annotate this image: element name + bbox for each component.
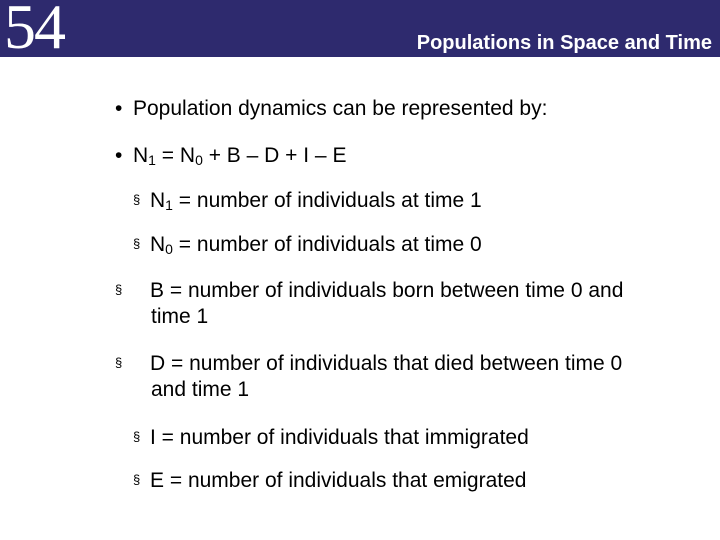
definition-n0-text: = number of individuals at time 0 xyxy=(172,233,482,256)
slide-number: 54 xyxy=(4,0,64,62)
equation-n: N xyxy=(133,144,149,167)
definition-n1 xyxy=(133,187,482,214)
square-bullet-icon: § xyxy=(115,282,123,297)
slide-title: Populations in Space and Time xyxy=(416,32,712,54)
square-bullet-icon: § xyxy=(133,236,141,251)
square-bullet-icon: § xyxy=(115,355,123,370)
definition-d xyxy=(115,350,633,403)
square-bullet-icon: § xyxy=(133,192,141,207)
definition-i xyxy=(133,424,529,451)
definition-n1-sub: 1 xyxy=(165,197,173,213)
equation-rest: + B – D + I – E xyxy=(202,144,347,167)
equation-sub-1: 1 xyxy=(148,152,156,168)
definition-n1-pre: N xyxy=(150,189,166,212)
equation-sub-0: 0 xyxy=(195,152,203,168)
definition-e-text: E = number of individuals that emigrated xyxy=(150,469,527,492)
definition-d-text: D = number of individuals that died between time 0 and time 1 xyxy=(150,352,623,401)
square-bullet-icon: § xyxy=(133,472,141,487)
bullet-equation xyxy=(115,143,346,169)
definition-e xyxy=(133,467,526,494)
equation-eq: = N xyxy=(155,144,196,167)
definition-b xyxy=(115,277,653,330)
square-bullet-icon: § xyxy=(133,429,141,444)
definition-n0-pre: N xyxy=(150,233,166,256)
header-bar xyxy=(0,0,720,62)
bullet-dot-icon: • xyxy=(115,144,123,167)
bullet-intro xyxy=(115,96,547,122)
definition-n0 xyxy=(133,231,482,258)
intro-text: Population dynamics can be represented by: xyxy=(133,97,548,120)
definition-i-text: I = number of individuals that immigrated xyxy=(150,426,529,449)
definition-n0-sub: 0 xyxy=(165,241,173,257)
definition-b-text: B = number of individuals born between time 0 and time 1 xyxy=(150,279,624,328)
definition-n1-text: = number of individuals at time 1 xyxy=(172,189,482,212)
bullet-dot-icon: • xyxy=(115,97,123,120)
